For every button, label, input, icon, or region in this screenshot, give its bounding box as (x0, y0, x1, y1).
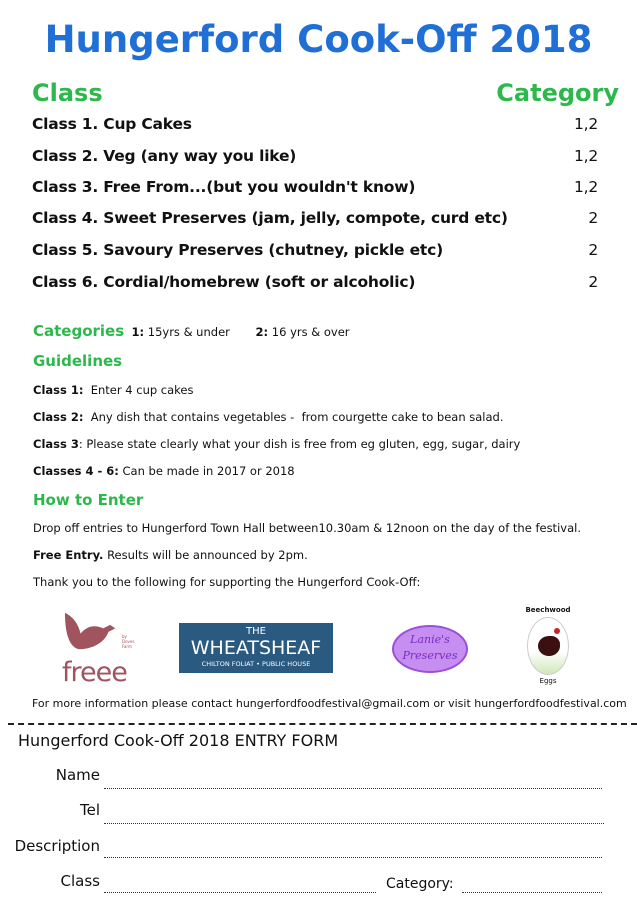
how-to-enter-heading: How to Enter (33, 491, 144, 509)
class-field[interactable] (104, 892, 376, 893)
class-label: Class (60, 872, 100, 890)
hen-icon (527, 617, 569, 675)
cat1-label: 1: (131, 325, 145, 339)
guidelines-heading: Guidelines (33, 352, 123, 370)
drop-off-text: Drop off entries to Hungerford Town Hall between10.30am & 12noon on the day of the festival. (33, 521, 581, 535)
tel-field[interactable] (104, 823, 604, 824)
description-field[interactable] (104, 857, 602, 858)
guideline-item: Class 1: Enter 4 cup cakes (33, 383, 194, 397)
category-label: Category: (386, 876, 454, 892)
categories-line (33, 322, 350, 340)
cut-line (8, 723, 637, 725)
class-category: 2 (588, 273, 598, 291)
cat1-text: 15yrs & under (147, 325, 230, 339)
lanies-line1: Lanie's (410, 633, 450, 646)
beechwood-top: Beechwood (525, 606, 571, 614)
lanies-line2: Preserves (402, 649, 458, 662)
class-name: Class 3. Free From...(but you wouldn't know) (32, 178, 416, 196)
wheatsheaf-name: WHEATSHEAF (190, 637, 322, 659)
category-header: Category (496, 79, 619, 107)
class-header: Class (32, 79, 103, 107)
class-row (32, 147, 598, 165)
class-name: Class 6. Cordial/homebrew (soft or alcoholic) (32, 273, 416, 291)
class-row (32, 241, 598, 259)
class-category: 2 (588, 209, 598, 227)
class-name: Class 4. Sweet Preserves (jam, jelly, compote, curd etc) (32, 209, 508, 227)
freee-wordmark: freee (62, 657, 127, 688)
beechwood-eggs-logo (516, 606, 580, 690)
contact-info: For more information please contact hungerfordfoodfestival@gmail.com or visit hungerfordfoodfestival.com (32, 697, 627, 710)
freee-logo (58, 608, 138, 690)
beechwood-bottom: Eggs (539, 677, 557, 685)
lanies-preserves-logo (392, 625, 468, 673)
name-label: Name (55, 766, 100, 784)
class-name: Class 1. Cup Cakes (32, 115, 192, 133)
class-category: 2 (588, 241, 598, 259)
dove-icon (58, 608, 124, 654)
category-field[interactable] (462, 892, 602, 893)
tel-label: Tel (79, 801, 100, 819)
class-category: 1,2 (573, 115, 598, 133)
class-name: Class 5. Savoury Preserves (chutney, pickle etc) (32, 241, 443, 259)
class-row (32, 115, 598, 133)
class-name: Class 2. Veg (any way you like) (32, 147, 297, 165)
guideline-item: Classes 4 - 6: Can be made in 2017 or 2018 (33, 464, 295, 478)
cat2-label: 2: (255, 325, 269, 339)
class-row (32, 273, 598, 291)
wheatsheaf-subtitle: CHILTON FOLIAT • PUBLIC HOUSE (201, 660, 311, 668)
freee-subtitle: by Doves Farm (122, 634, 135, 649)
free-entry-text: Free Entry. Results will be announced by 2pm. (33, 548, 308, 562)
guideline-item: Class 3: Please state clearly what your dish is free from eg gluten, egg, sugar, dairy (33, 437, 521, 451)
page-title: Hungerford Cook-Off 2018 (44, 18, 593, 61)
description-label: Description (14, 837, 100, 855)
class-row (32, 209, 598, 227)
guideline-item: Class 2: Any dish that contains vegetables - from courgette cake to bean salad. (33, 410, 504, 424)
entry-form-title: Hungerford Cook-Off 2018 ENTRY FORM (18, 731, 339, 750)
class-category: 1,2 (573, 178, 598, 196)
thanks-text: Thank you to the following for supporting the Hungerford Cook-Off: (33, 575, 421, 589)
name-field[interactable] (104, 788, 602, 789)
wheatsheaf-the: THE (246, 626, 266, 637)
class-row (32, 178, 598, 196)
class-category: 1,2 (573, 147, 598, 165)
cat2-text: 16 yrs & over (271, 325, 350, 339)
categories-heading: Categories (33, 322, 125, 340)
wheatsheaf-logo (179, 623, 333, 673)
